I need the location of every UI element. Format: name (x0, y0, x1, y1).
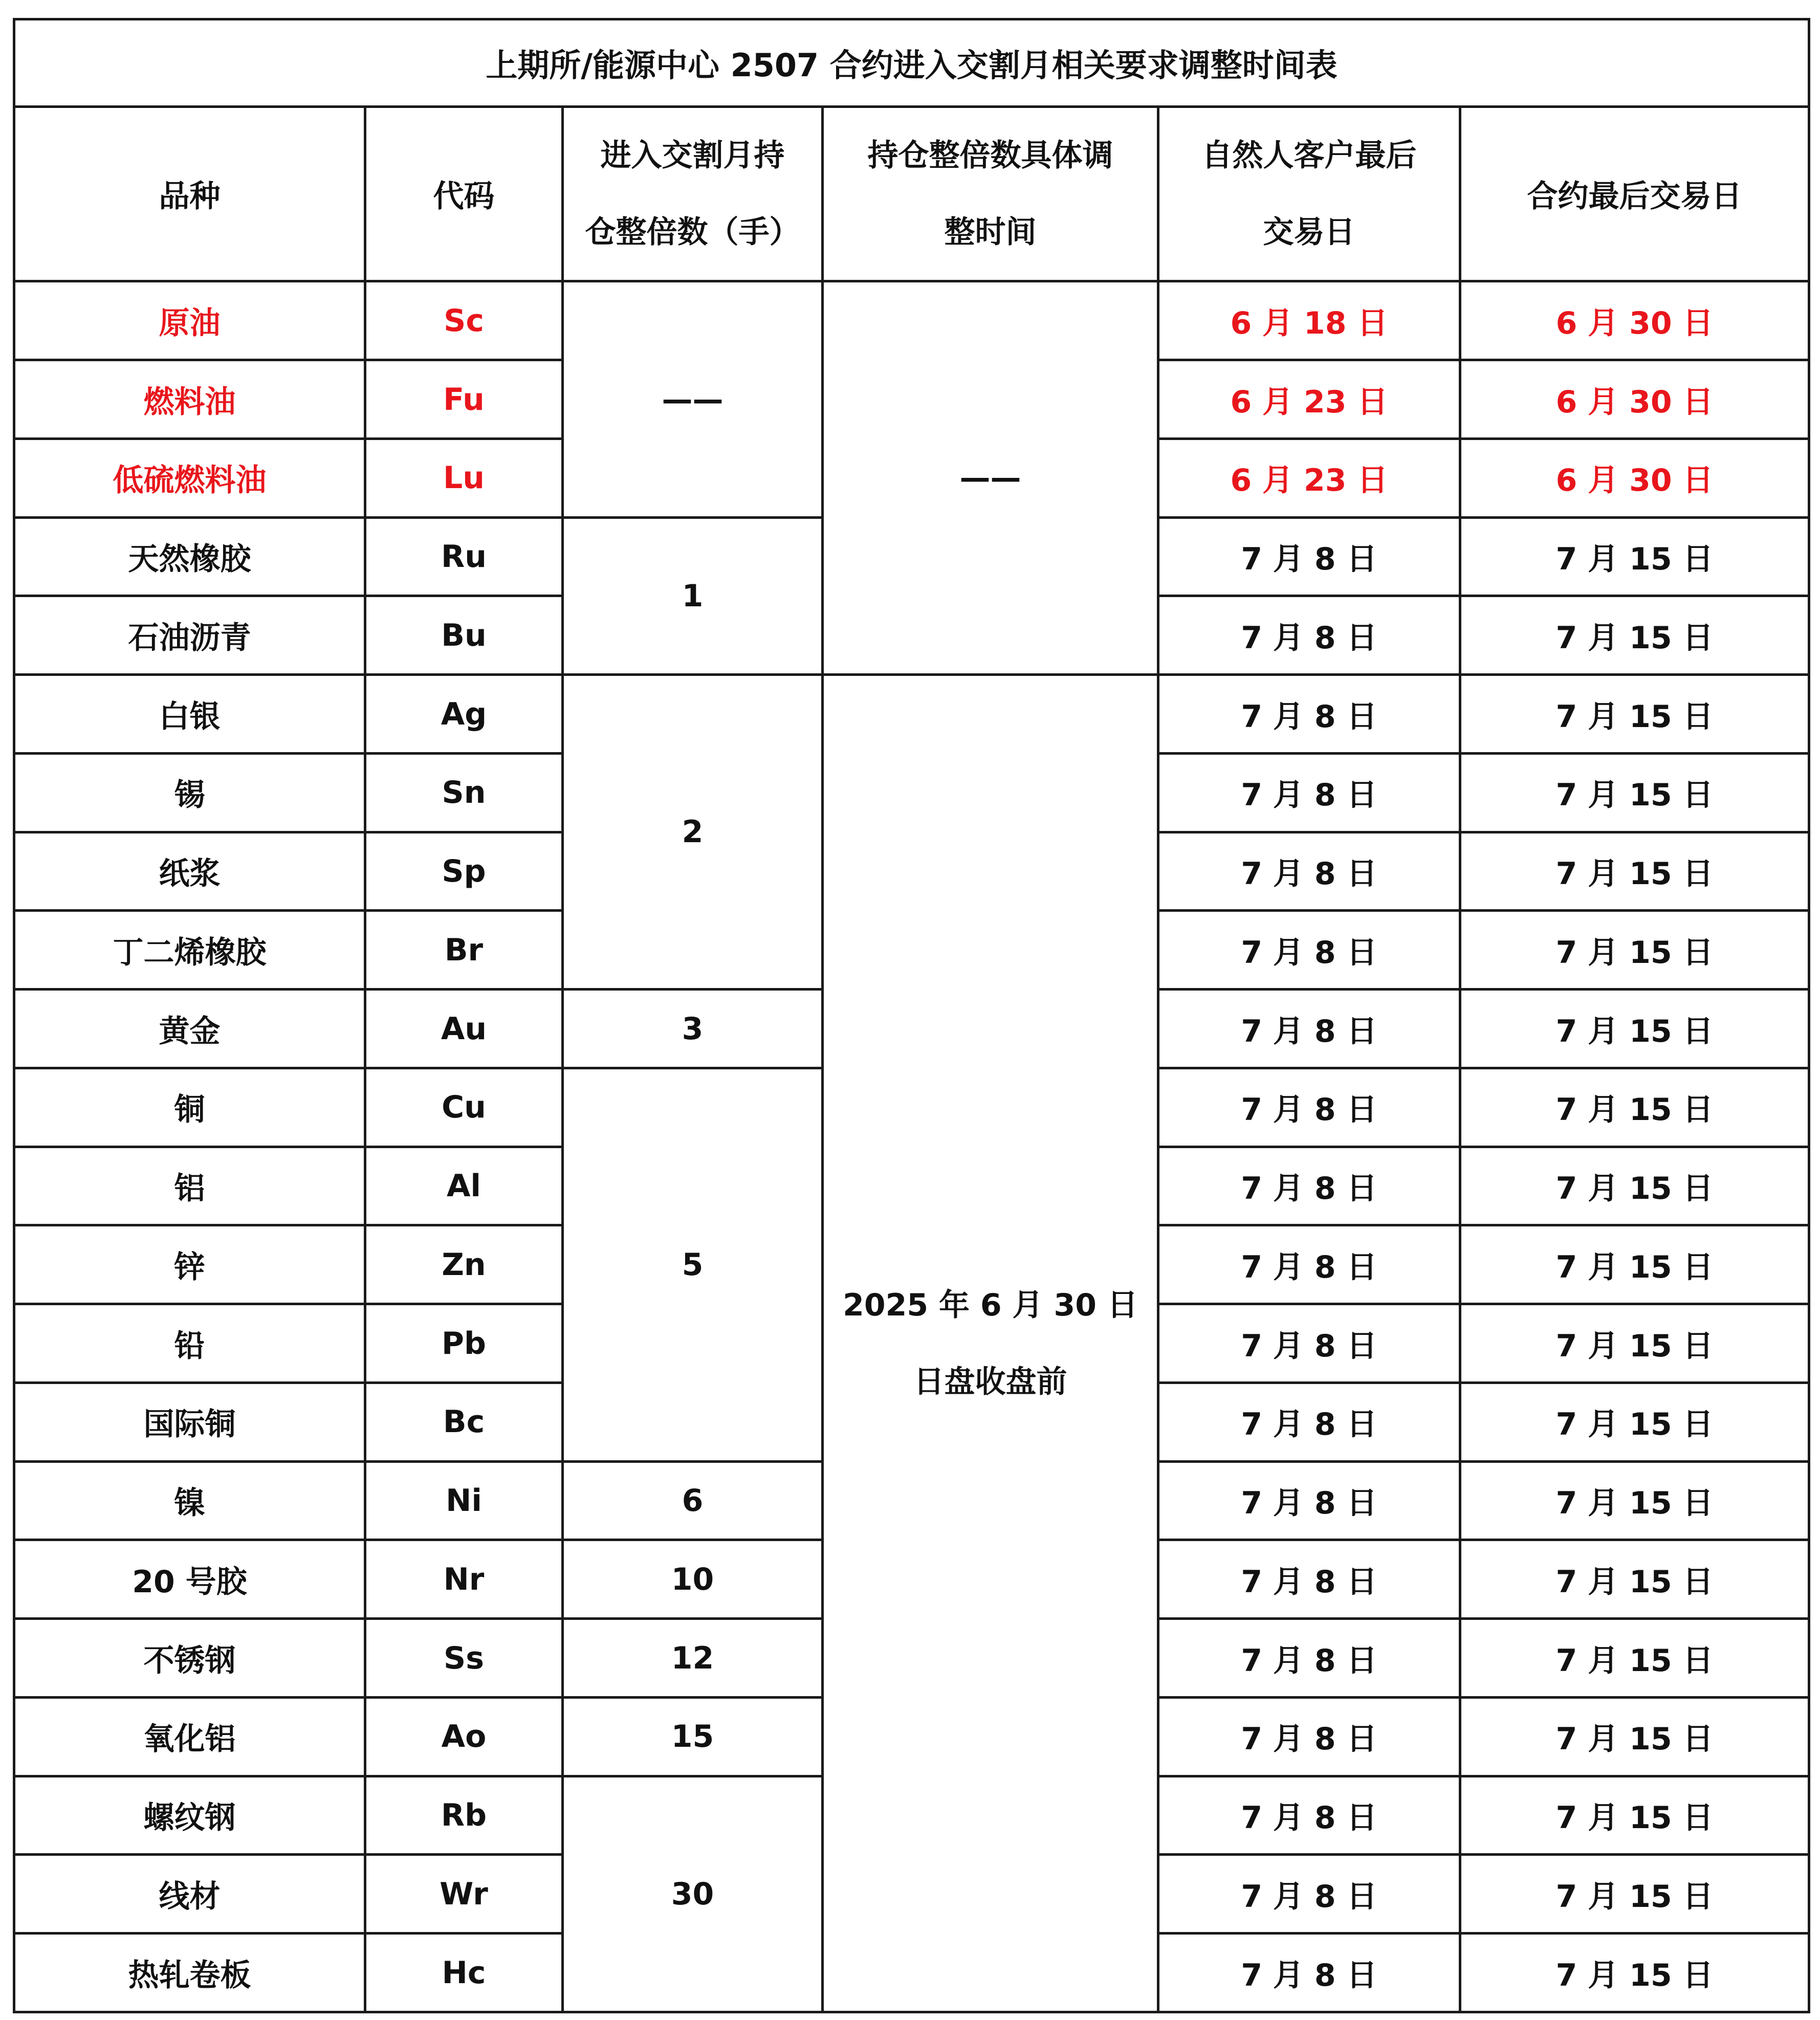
position-multiple-cell: —— (563, 281, 823, 517)
adjustment-schedule-table (13, 18, 1810, 2013)
code-cell: Cu (365, 1068, 563, 1147)
natural-person-last-day-cell: 7 月 8 日 (1158, 1855, 1460, 1934)
table-row (14, 281, 1809, 360)
code-cell: Ss (365, 1619, 563, 1698)
natural-person-last-day-cell: 7 月 8 日 (1158, 832, 1460, 911)
contract-last-day-cell: 7 月 15 日 (1460, 832, 1809, 911)
variety-cell: 燃料油 (14, 360, 365, 439)
contract-last-day-cell: 7 月 15 日 (1460, 1068, 1809, 1147)
contract-last-day-cell: 7 月 15 日 (1460, 1776, 1809, 1855)
natural-person-last-day-cell: 7 月 8 日 (1158, 596, 1460, 675)
title-row (14, 19, 1809, 107)
header-natural-person-last-day-line1: 自然人客户最后 (1201, 138, 1417, 174)
header-position-multiple-line2: 仓整倍数（手） (585, 214, 800, 251)
variety-cell: 石油沥青 (14, 596, 365, 675)
adjust-time-cell (823, 675, 1158, 2012)
code-cell: Wr (365, 1855, 563, 1934)
variety-cell: 锡 (14, 753, 365, 832)
variety-cell: 不锈钢 (14, 1619, 365, 1698)
contract-last-day-cell: 7 月 15 日 (1460, 1697, 1809, 1776)
variety-cell: 镍 (14, 1461, 365, 1540)
variety-cell: 线材 (14, 1855, 365, 1934)
variety-cell: 氧化铝 (14, 1697, 365, 1776)
adjust-time-line2: 日盘收盘前 (913, 1364, 1067, 1400)
header-position-multiple-line1: 进入交割月持 (600, 138, 785, 174)
code-cell: Sc (365, 281, 563, 360)
variety-cell: 螺纹钢 (14, 1776, 365, 1855)
code-cell: Ao (365, 1697, 563, 1776)
code-cell: Ni (365, 1461, 563, 1540)
code-cell: Rb (365, 1776, 563, 1855)
variety-cell: 热轧卷板 (14, 1934, 365, 2012)
natural-person-last-day-cell: 7 月 8 日 (1158, 1697, 1460, 1776)
adjust-time-line1: —— (959, 460, 1021, 496)
natural-person-last-day-cell: 7 月 8 日 (1158, 517, 1460, 596)
contract-last-day-cell: 7 月 15 日 (1460, 596, 1809, 675)
position-multiple-cell: 5 (563, 1068, 823, 1461)
contract-last-day-cell: 7 月 15 日 (1460, 990, 1809, 1068)
header-natural-person-last-day-line2: 交易日 (1263, 214, 1355, 251)
variety-cell: 国际铜 (14, 1382, 365, 1461)
code-cell: Au (365, 990, 563, 1068)
code-cell: Br (365, 911, 563, 990)
natural-person-last-day-cell: 6 月 23 日 (1158, 438, 1460, 517)
contract-last-day-cell: 7 月 15 日 (1460, 1225, 1809, 1304)
variety-cell: 铅 (14, 1304, 365, 1383)
contract-last-day-cell: 7 月 15 日 (1460, 675, 1809, 754)
header-row (14, 106, 1809, 281)
header-code: 代码 (365, 106, 563, 281)
table-title: 上期所/能源中心 2507 合约进入交割月相关要求调整时间表 (14, 19, 1809, 107)
position-multiple-cell: 30 (563, 1776, 823, 2012)
contract-last-day-cell: 7 月 15 日 (1460, 1619, 1809, 1698)
contract-last-day-cell: 7 月 15 日 (1460, 1382, 1809, 1461)
header-adjust-time (823, 106, 1158, 281)
position-multiple-cell: 6 (563, 1461, 823, 1540)
variety-cell: 纸浆 (14, 832, 365, 911)
position-multiple-cell: 12 (563, 1619, 823, 1698)
header-variety: 品种 (14, 106, 365, 281)
natural-person-last-day-cell: 7 月 8 日 (1158, 1304, 1460, 1383)
contract-last-day-cell: 7 月 15 日 (1460, 1304, 1809, 1383)
natural-person-last-day-cell: 7 月 8 日 (1158, 1540, 1460, 1619)
natural-person-last-day-cell: 7 月 8 日 (1158, 675, 1460, 754)
code-cell: Pb (365, 1304, 563, 1383)
contract-last-day-cell: 7 月 15 日 (1460, 753, 1809, 832)
natural-person-last-day-cell: 7 月 8 日 (1158, 1225, 1460, 1304)
natural-person-last-day-cell: 7 月 8 日 (1158, 1619, 1460, 1698)
code-cell: Ru (365, 517, 563, 596)
contract-last-day-cell: 7 月 15 日 (1460, 517, 1809, 596)
code-cell: Sp (365, 832, 563, 911)
natural-person-last-day-cell: 7 月 8 日 (1158, 1776, 1460, 1855)
contract-last-day-cell: 6 月 30 日 (1460, 438, 1809, 517)
natural-person-last-day-cell: 7 月 8 日 (1158, 1461, 1460, 1540)
header-position-multiple (563, 106, 823, 281)
natural-person-last-day-cell: 7 月 8 日 (1158, 1382, 1460, 1461)
contract-last-day-cell: 6 月 30 日 (1460, 360, 1809, 439)
code-cell: Zn (365, 1225, 563, 1304)
natural-person-last-day-cell: 7 月 8 日 (1158, 911, 1460, 990)
adjust-time-line1: 2025 年 6 月 30 日 (843, 1287, 1138, 1323)
position-multiple-cell: 2 (563, 675, 823, 990)
natural-person-last-day-cell: 7 月 8 日 (1158, 1068, 1460, 1147)
adjust-time-cell (823, 281, 1158, 675)
position-multiple-cell: 3 (563, 990, 823, 1068)
variety-cell: 白银 (14, 675, 365, 754)
variety-cell: 原油 (14, 281, 365, 360)
position-multiple-cell: 1 (563, 517, 823, 675)
contract-last-day-cell: 7 月 15 日 (1460, 1934, 1809, 2012)
code-cell: Al (365, 1147, 563, 1225)
contract-last-day-cell: 6 月 30 日 (1460, 281, 1809, 360)
code-cell: Bc (365, 1382, 563, 1461)
variety-cell: 低硫燃料油 (14, 438, 365, 517)
natural-person-last-day-cell: 6 月 18 日 (1158, 281, 1460, 360)
variety-cell: 丁二烯橡胶 (14, 911, 365, 990)
contract-last-day-cell: 7 月 15 日 (1460, 1461, 1809, 1540)
code-cell: Fu (365, 360, 563, 439)
variety-cell: 20 号胶 (14, 1540, 365, 1619)
header-natural-person-last-day (1158, 106, 1460, 281)
variety-cell: 锌 (14, 1225, 365, 1304)
natural-person-last-day-cell: 7 月 8 日 (1158, 1934, 1460, 2012)
code-cell: Ag (365, 675, 563, 754)
variety-cell: 铝 (14, 1147, 365, 1225)
header-contract-last-day: 合约最后交易日 (1460, 106, 1809, 281)
position-multiple-cell: 15 (563, 1697, 823, 1776)
variety-cell: 天然橡胶 (14, 517, 365, 596)
natural-person-last-day-cell: 7 月 8 日 (1158, 1147, 1460, 1225)
code-cell: Hc (365, 1934, 563, 2012)
contract-last-day-cell: 7 月 15 日 (1460, 1147, 1809, 1225)
header-adjust-time-line1: 持仓整倍数具体调 (867, 138, 1113, 174)
natural-person-last-day-cell: 7 月 8 日 (1158, 753, 1460, 832)
variety-cell: 铜 (14, 1068, 365, 1147)
contract-last-day-cell: 7 月 15 日 (1460, 1540, 1809, 1619)
position-multiple-cell: 10 (563, 1540, 823, 1619)
code-cell: Sn (365, 753, 563, 832)
natural-person-last-day-cell: 6 月 23 日 (1158, 360, 1460, 439)
code-cell: Bu (365, 596, 563, 675)
header-adjust-time-line2: 整时间 (944, 214, 1037, 251)
code-cell: Nr (365, 1540, 563, 1619)
contract-last-day-cell: 7 月 15 日 (1460, 1855, 1809, 1934)
contract-last-day-cell: 7 月 15 日 (1460, 911, 1809, 990)
code-cell: Lu (365, 438, 563, 517)
variety-cell: 黄金 (14, 990, 365, 1068)
natural-person-last-day-cell: 7 月 8 日 (1158, 990, 1460, 1068)
table-row (14, 675, 1809, 754)
